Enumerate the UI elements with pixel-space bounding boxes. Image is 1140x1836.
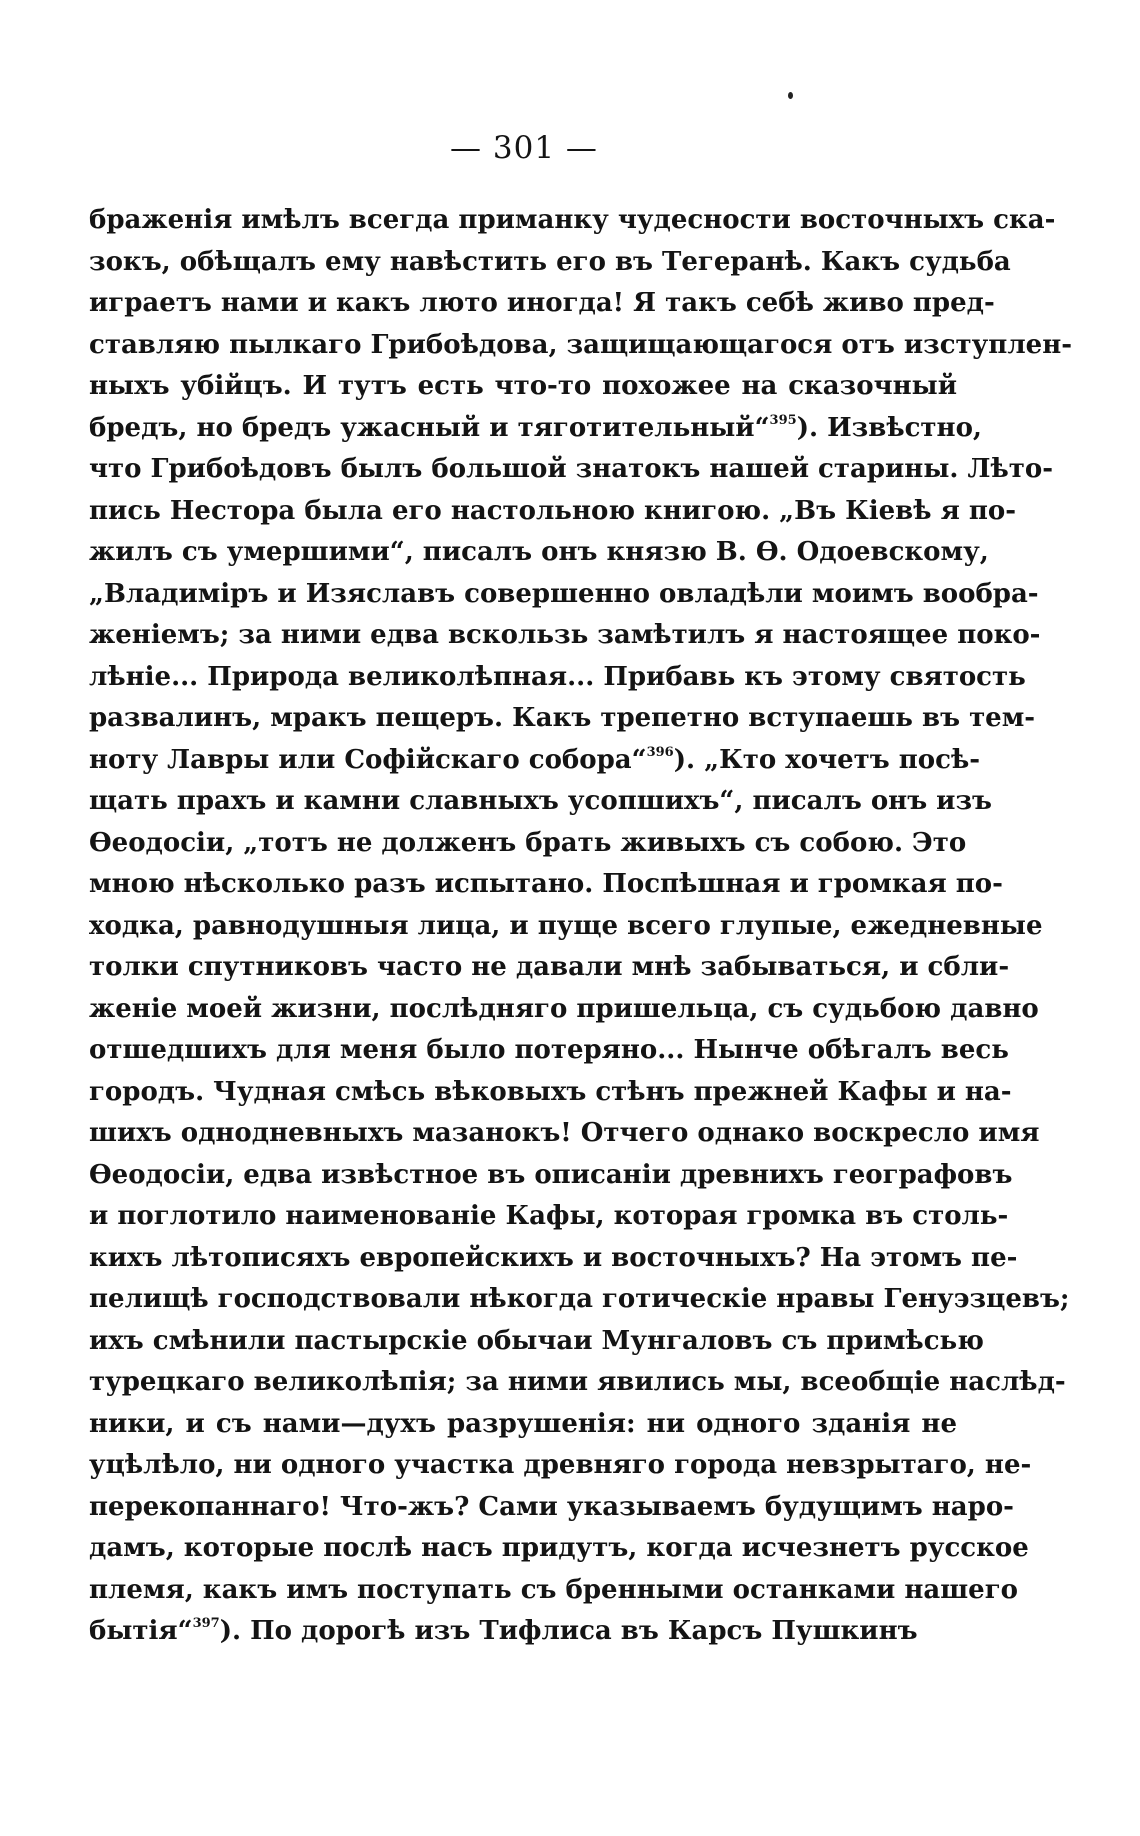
body-text xyxy=(89,200,1073,1653)
text-line xyxy=(89,740,981,782)
line-text: ники, и съ нами—духъ разрушенія: ни одного зданія не xyxy=(89,1408,957,1439)
text-line xyxy=(89,1611,957,1653)
line-text: что Грибоѣдовъ былъ большой знатокъ нашей старины. Лѣто- xyxy=(89,454,1054,484)
page-number: — 301 — xyxy=(450,130,598,166)
line-text: играетъ нами и какъ люто иногда! Я такъ себѣ живо пред- xyxy=(89,288,995,318)
footnote-marker: 395 xyxy=(769,412,797,428)
line-text: ходка, равнодушныя лица, и пуще всего глупые, ежедневные xyxy=(89,910,1043,941)
line-text: племя, какъ имъ поступать съ бренными останками нашего xyxy=(89,1574,1018,1605)
line-text: щать прахъ и камни славныхъ усопшихъ“, писалъ онъ изъ xyxy=(89,786,993,816)
text-line xyxy=(89,366,957,408)
line-text: браженія имѣлъ всегда приманку чудесности восточныхъ ска- xyxy=(89,205,1056,235)
text-line xyxy=(89,1321,984,1363)
text-line xyxy=(89,408,982,450)
text-line xyxy=(89,242,1011,284)
text-line xyxy=(89,1072,1012,1114)
line-text: турецкаго великолѣпія; за ними явились мы, всеобщіе наслѣд- xyxy=(89,1367,1066,1397)
text-line xyxy=(89,532,989,574)
text-line xyxy=(89,781,993,823)
line-text-continued: ). „Кто хочетъ посѣ- xyxy=(673,744,981,775)
text-line xyxy=(89,947,1010,989)
text-line xyxy=(89,1528,1029,1570)
text-line xyxy=(89,1196,1009,1238)
line-text: Ѳеодосіи, едва извѣстное въ описаніи древнихъ географовъ xyxy=(89,1159,1013,1190)
line-text: жилъ съ умершими“, писалъ онъ князю В. Ѳ. Одоевскому, xyxy=(89,537,989,567)
line-text: женіе моей жизни, послѣдняго пришельца, съ судьбою давно xyxy=(89,993,1039,1024)
text-line xyxy=(89,325,1073,367)
text-line xyxy=(89,906,1043,948)
text-line xyxy=(89,574,1039,616)
line-text: Ѳеодосіи, „тотъ не долженъ брать живыхъ съ собою. Это xyxy=(89,827,967,858)
line-text: развалинъ, мракъ пещеръ. Какъ трепетно вступаешь въ тем- xyxy=(89,703,1036,733)
line-text: ныхъ убійцъ. И тутъ есть что-то похожее на сказочный xyxy=(89,371,957,401)
text-line xyxy=(89,1404,957,1446)
text-line xyxy=(89,1279,1070,1321)
line-text: бытія“ xyxy=(89,1616,193,1646)
line-text: мною нѣсколько разъ испытано. Поспѣшная и громкая по- xyxy=(89,869,1003,899)
text-line xyxy=(89,1487,1014,1529)
line-text: ставляю пылкаго Грибоѣдова, защищающагося отъ изступлен- xyxy=(89,329,1073,360)
text-line xyxy=(89,200,1056,242)
text-line xyxy=(89,698,1036,740)
line-text: „Владиміръ и Изяславъ совершенно овладѣли моимъ вообра- xyxy=(89,578,1039,609)
line-text-continued: ). Извѣстно, xyxy=(796,412,982,443)
line-text: пись Нестора была его настольною книгою. „Въ Кіевѣ я по- xyxy=(89,495,1016,526)
line-text: толки спутниковъ часто не давали мнѣ забываться, и сбли- xyxy=(89,952,1010,982)
text-line xyxy=(89,864,1003,906)
line-text: уцѣлѣло, ни одного участка древняго города невзрытаго, не- xyxy=(89,1450,1032,1480)
text-line xyxy=(89,491,1016,533)
footnote-marker: 397 xyxy=(192,1616,220,1631)
text-line xyxy=(89,657,1026,699)
line-text: городъ. Чудная смѣсь вѣковыхъ стѣнъ прежней Кафы и на- xyxy=(89,1076,1012,1107)
text-line xyxy=(89,1362,1066,1404)
text-line xyxy=(89,1570,1018,1612)
text-line xyxy=(89,1155,1013,1197)
line-text: пелищѣ господствовали нѣкогда готическіе нравы Генуэзцевъ; xyxy=(89,1284,1070,1314)
line-text: ихъ смѣнили пастырскіе обычаи Мунгаловъ съ примѣсью xyxy=(89,1325,984,1356)
line-text: отшедшихъ для меня было потеряно... Нынче обѣгалъ весь xyxy=(89,1035,1009,1065)
line-text-continued: ). По дорогѣ изъ Тифлиса въ Карсъ Пушкинъ xyxy=(219,1616,918,1646)
footnote-marker: 396 xyxy=(646,744,674,760)
line-text: шихъ однодневныхъ мазанокъ! Отчего однако воскресло имя xyxy=(89,1118,1040,1148)
text-line xyxy=(89,1113,1040,1155)
text-line xyxy=(89,449,1054,491)
line-text: зокъ, обѣщалъ ему навѣстить его въ Тегеранѣ. Какъ судьба xyxy=(89,246,1011,277)
line-text: кихъ лѣтописяхъ европейскихъ и восточныхъ? На этомъ пе- xyxy=(89,1242,1018,1273)
text-line xyxy=(89,1238,1018,1280)
text-line xyxy=(89,283,995,325)
line-text: женіемъ; за ними едва вскользь замѣтилъ я настоящее поко- xyxy=(89,620,1041,650)
ink-speck xyxy=(788,92,793,99)
text-line xyxy=(89,823,967,865)
text-line xyxy=(89,1030,1009,1072)
text-line xyxy=(89,989,1039,1031)
text-line xyxy=(89,1445,1032,1487)
line-text: ноту Лавры или Софійскаго собора“ xyxy=(89,744,647,775)
line-text: и поглотило наименованіе Кафы, которая громка въ столь- xyxy=(89,1201,1009,1231)
line-text: перекопаннаго! Что-жъ? Сами указываемъ будущимъ наро- xyxy=(89,1491,1014,1522)
line-text: дамъ, которые послѣ насъ придутъ, когда исчезнетъ русское xyxy=(89,1533,1029,1563)
text-line xyxy=(89,615,1041,657)
line-text: лѣніе... Природа великолѣпная... Прибавь къ этому святость xyxy=(89,661,1026,692)
line-text: бредъ, но бредъ ужасный и тяготительный“ xyxy=(89,412,770,443)
